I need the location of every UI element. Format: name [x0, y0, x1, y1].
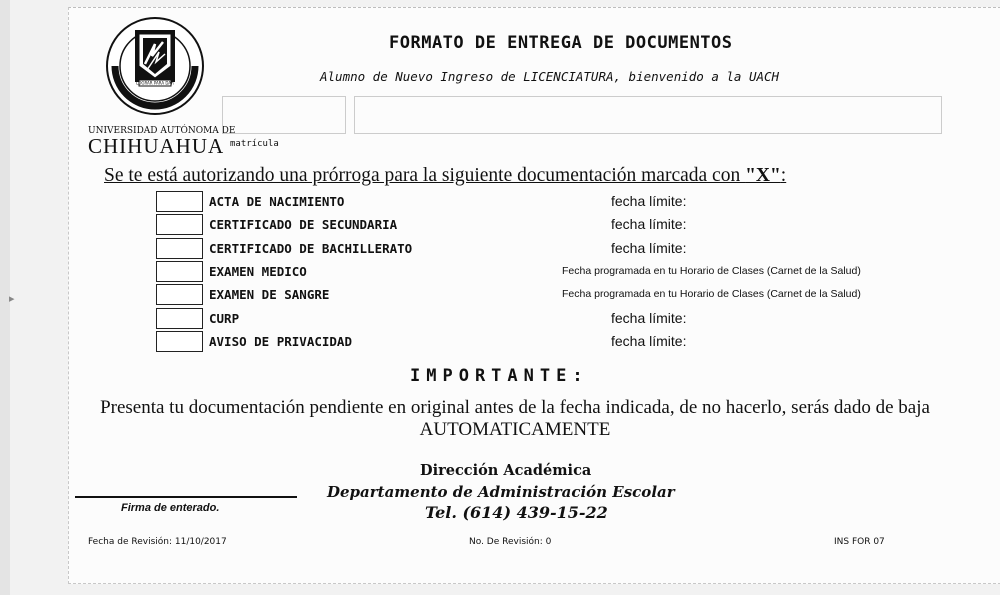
matricula-label: matrícula	[230, 139, 279, 149]
departamento-administracion: Departamento de Administración Escolar	[327, 483, 675, 501]
document-checkbox[interactable]	[156, 331, 203, 352]
telefono: Tel. (614) 439-15-22	[425, 503, 608, 522]
university-label-big: CHIHUAHUA	[88, 134, 225, 158]
university-label-small: UNIVERSIDAD AUTÓNOMA DE	[88, 126, 236, 136]
document-name: CURP	[209, 310, 240, 326]
document-checkbox[interactable]	[156, 214, 203, 235]
prorroga-colon: :	[780, 165, 787, 186]
fecha-revision: Fecha de Revisión: 11/10/2017	[88, 537, 227, 547]
prorroga-text: Se te está autorizando una prórroga para la siguiente documentación marcada con	[104, 165, 746, 186]
numero-revision: No. De Revisión: 0	[469, 537, 552, 547]
importante-heading: IMPORTANTE:	[410, 366, 589, 386]
document-name: CERTIFICADO DE BACHILLERATO	[209, 240, 413, 256]
document-checkbox[interactable]	[156, 308, 203, 329]
document-checkbox[interactable]	[156, 261, 203, 282]
document-deadline: fecha límite:	[611, 239, 687, 256]
document-deadline: fecha límite:	[611, 309, 687, 326]
prorroga-mark: "X"	[745, 165, 781, 186]
document-name: EXAMEN MEDICO	[209, 263, 307, 279]
form-code: INS FOR 07	[834, 537, 885, 547]
document-checkbox[interactable]	[156, 238, 203, 259]
university-seal-logo	[105, 16, 205, 116]
document-deadline: Fecha programada en tu Horario de Clases (Carnet de la Salud)	[562, 264, 861, 277]
document-deadline: fecha límite:	[611, 216, 687, 233]
document-name: ACTA DE NACIMIENTO	[209, 194, 345, 209]
document-name: AVISO DE PRIVACIDAD	[209, 333, 352, 349]
svg-text:LOGRAR PARA DAR: LOGRAR PARA DAR	[136, 80, 174, 86]
document-deadline: fecha límite:	[611, 332, 687, 349]
document-deadline: fecha límite:	[611, 193, 687, 209]
signature-line[interactable]	[75, 496, 297, 498]
document-checkbox[interactable]	[156, 191, 203, 212]
importante-body: Presenta tu documentación pendiente en original antes de la fecha indicada, de no hacerlo, serás dado de baja AUTOMATICAMENTE	[100, 397, 930, 440]
prorroga-instruction	[104, 165, 786, 187]
expand-arrow-icon[interactable]: ▸	[9, 292, 15, 305]
document-name: EXAMEN DE SANGRE	[209, 287, 330, 303]
signature-label: Firma de enterado.	[121, 502, 220, 514]
direccion-academica: Dirección Académica	[420, 462, 592, 479]
document-deadline: Fecha programada en tu Horario de Clases (Carnet de la Salud)	[562, 288, 861, 301]
form-subtitle: Alumno de Nuevo Ingreso de LICENCIATURA, bienvenido a la UACH	[320, 69, 780, 84]
student-name-field[interactable]	[354, 96, 942, 134]
document-name: CERTIFICADO DE SECUNDARIA	[209, 217, 398, 233]
document-checkbox[interactable]	[156, 284, 203, 305]
matricula-field[interactable]	[222, 96, 346, 134]
form-title: FORMATO DE ENTREGA DE DOCUMENTOS	[389, 33, 733, 53]
